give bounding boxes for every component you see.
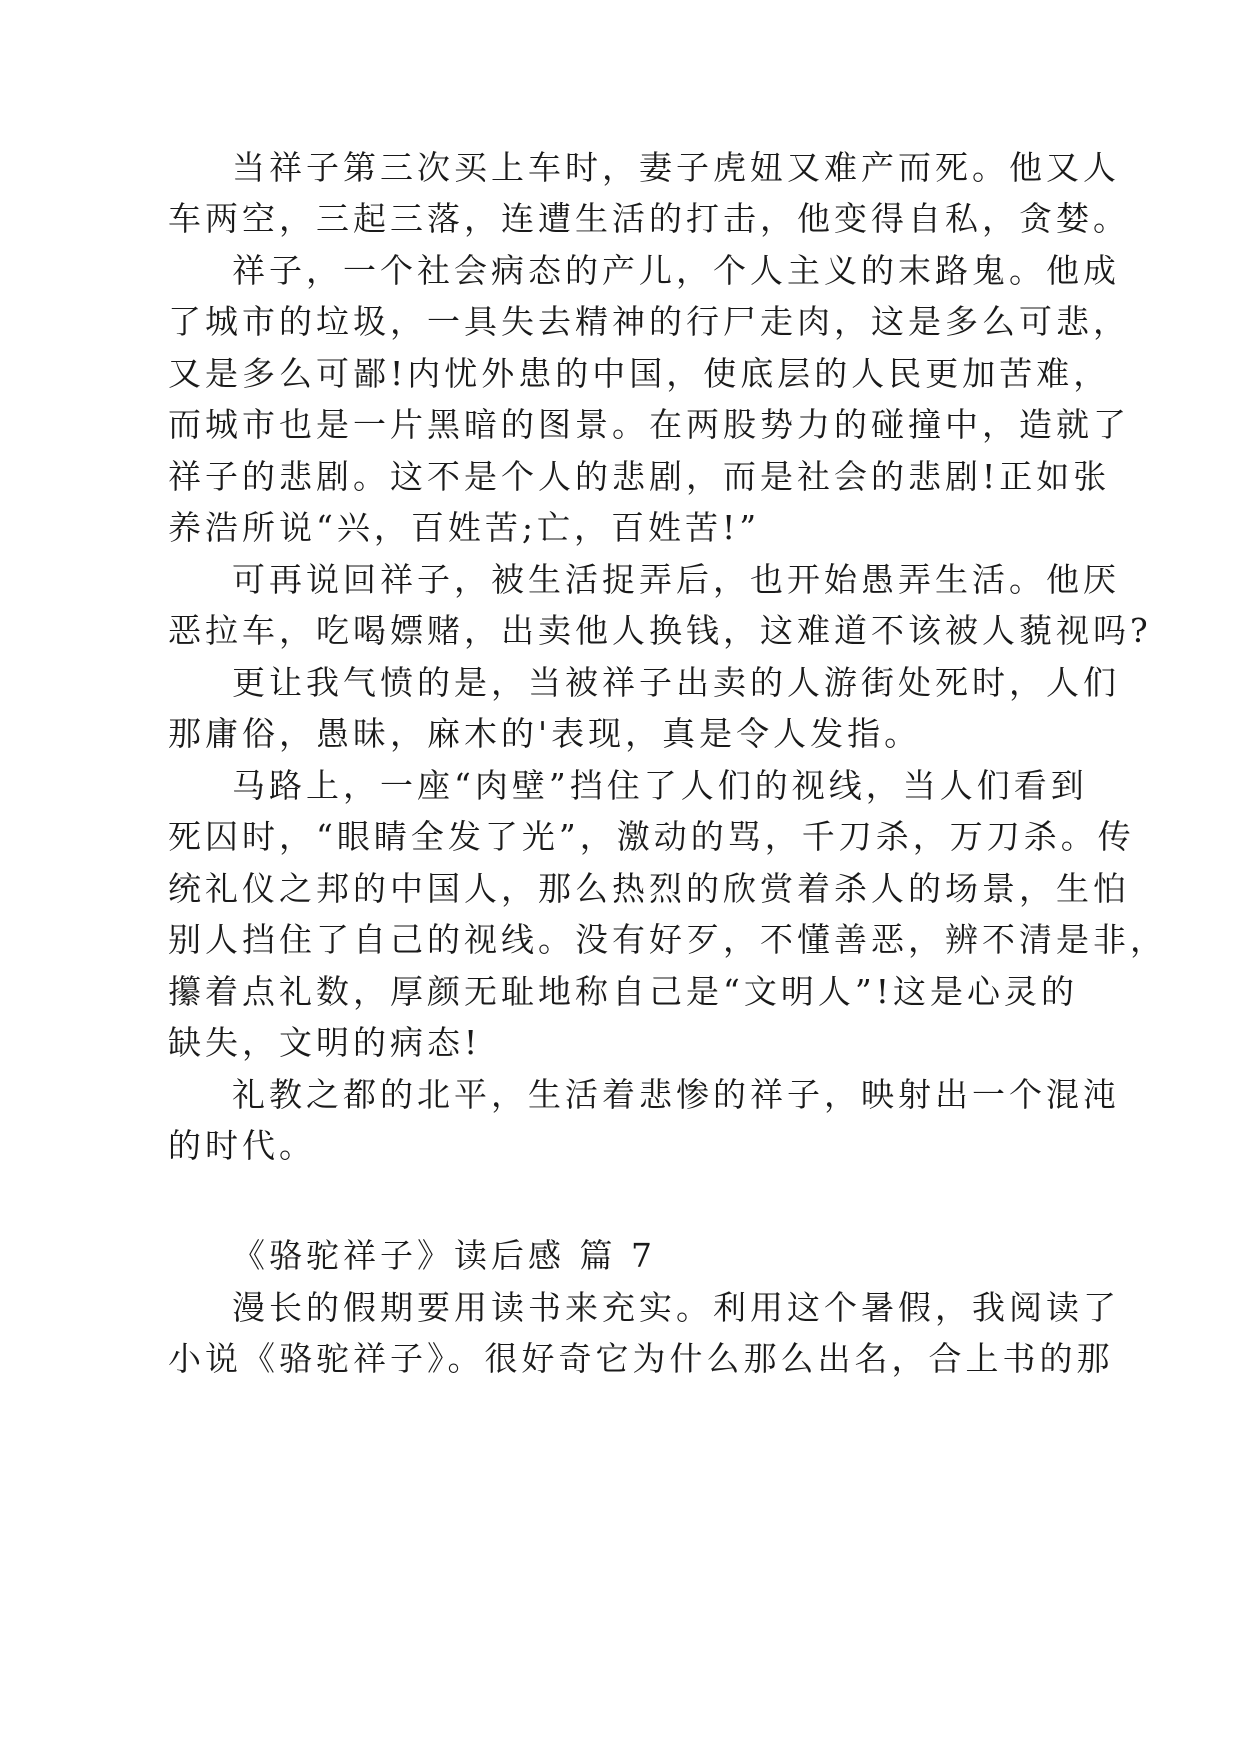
text-line: 当祥子第三次买上车时，妻子虎妞又难产而死。他又人 — [232, 148, 1120, 187]
text-line: 别人挡住了自己的视线。没有好歹，不懂善恶，辨不清是非， — [168, 920, 1167, 959]
text-line: 养浩所说“兴，百姓苦;亡，百姓苦!” — [168, 508, 761, 547]
text-line: 死囚时，“眼睛全发了光”，激动的骂，千刀杀，万刀杀。传 — [168, 817, 1135, 856]
text-line: 缺失，文明的病态! — [168, 1023, 482, 1062]
text-line: 祥子，一个社会病态的产儿，个人主义的末路鬼。他成 — [232, 251, 1120, 290]
text-line: 的时代。 — [168, 1126, 316, 1165]
text-line: 礼教之都的北平，生活着悲惨的祥子，映射出一个混沌 — [232, 1075, 1120, 1114]
section-heading: 《骆驼祥子》读后感 篇 7 — [232, 1236, 656, 1275]
text-line: 可再说回祥子，被生活捉弄后，也开始愚弄生活。他厌 — [232, 560, 1120, 599]
text-line: 攥着点礼数，厚颜无耻地称自己是“文明人”!这是心灵的 — [168, 972, 1079, 1011]
text-line: 而城市也是一片黑暗的图景。在两股势力的碰撞中，造就了 — [168, 405, 1130, 444]
text-line: 马路上，一座“肉壁”挡住了人们的视线，当人们看到 — [232, 766, 1088, 805]
text-line: 更让我气愤的是，当被祥子出卖的人游街处死时，人们 — [232, 663, 1120, 702]
text-line: 恶拉车，吃喝嫖赌，出卖他人换钱，这难道不该被人藐视吗? — [168, 611, 1152, 650]
text-line: 统礼仪之邦的中国人，那么热烈的欣赏着杀人的场景，生怕 — [168, 869, 1130, 908]
text-line: 又是多么可鄙!内忧外患的中国，使底层的人民更加苦难， — [168, 354, 1111, 393]
text-line: 祥子的悲剧。这不是个人的悲剧，而是社会的悲剧!正如张 — [168, 457, 1111, 496]
text-line: 小说《骆驼祥子》。很好奇它为什么那么出名，合上书的那 — [168, 1339, 1114, 1378]
text-line: 漫长的假期要用读书来充实。利用这个暑假，我阅读了 — [232, 1288, 1120, 1327]
text-line: 那庸俗，愚昧，麻木的'表现，真是令人发指。 — [168, 714, 922, 753]
text-line: 了城市的垃圾，一具失去精神的行尸走肉，这是多么可悲， — [168, 302, 1130, 341]
text-line: 车两空，三起三落，连遭生活的打击，他变得自私，贪婪。 — [168, 199, 1130, 238]
